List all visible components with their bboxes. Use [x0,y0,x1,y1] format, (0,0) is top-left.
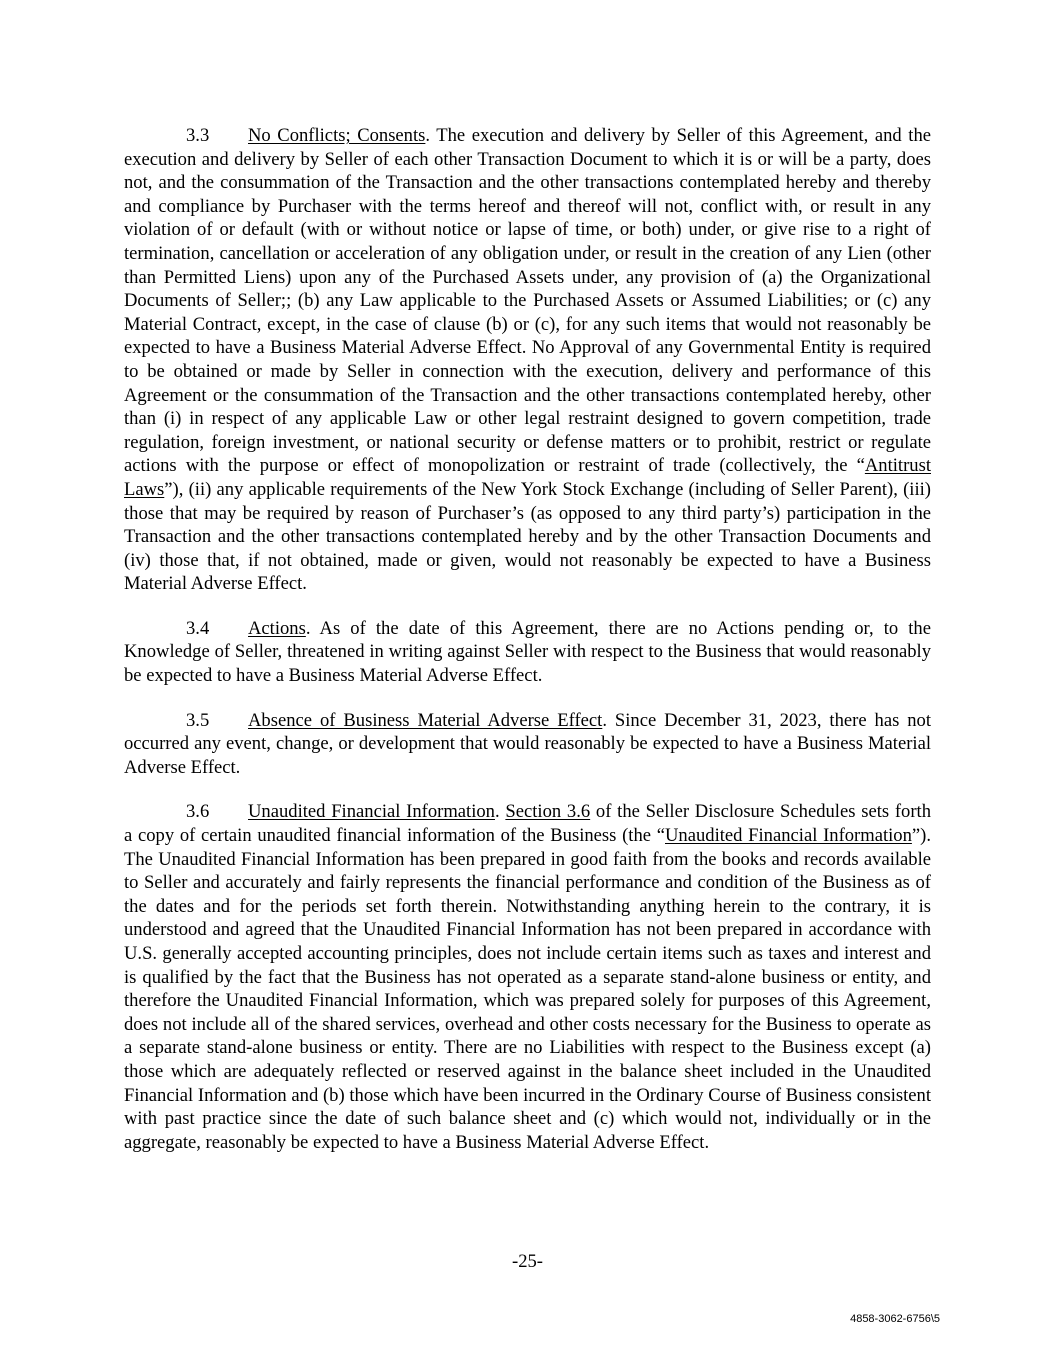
section-body: . As of the date of this Agreement, there are no Actions pending or, to the Knowledge of Seller, threatened in writing against Seller with respect to the Business that would reasonably be expected to have a Business Material Adverse Effect. [124,617,931,687]
heading-separator: . [494,801,506,823]
section-3-5 [124,709,931,780]
section-body: . Since December 31, 2023, there has not occurred any event, change, or development that would reasonably be expected to have a Business Material Adverse Effect. [124,709,932,778]
section-body-continued: ”), (ii) any applicable requirements of the New York Stock Exchange (including of Seller Parent), (iii) those that may be required by reason of Purchaser’s (as opposed to any third party’s) participation in the Transaction and the other transactions contemplated hereby and by the other Transaction Documents and (iv) those that, if not obtained, made or given, would not reasonably be expected to have a Business Material Adverse Effect. [124,478,931,595]
document-id: 4858-3062-6756\5 [850,1313,940,1325]
section-number: 3.3 [186,125,210,146]
section-reference: Section 3.6 [505,801,591,823]
page-number: -25- [512,1251,543,1272]
section-heading: Actions [248,617,306,639]
section-heading: Unaudited Financial Information [248,801,495,823]
section-body: of the Seller Disclosure Schedules sets forth a copy of certain unaudited financial information of the Business (the “ [124,801,931,847]
section-number: 3.6 [186,801,210,823]
section-3-6 [124,800,931,1154]
document-page [124,124,931,1154]
section-number: 3.5 [186,709,210,731]
section-heading: Absence of Business Material Adverse Effect [248,709,603,731]
section-body-continued: ”). The Unaudited Financial Information has been prepared in good faith from the books and records available to Seller and accurately and fairly represents the financial performance and condition of the Business as of the dates and for the periods set forth therein. Notwithstanding anything herein to the contrary, it is understood and agreed that the Unaudited Financial Information has not been prepared in accordance with U.S. generally accepted accounting principles, does not include certain items such as taxes and interest and is qualified by the fact that the Business has not operated as a separate stand-alone business or entity, and therefore the Unaudited Financial Information, which was prepared solely for purposes of this Agreement, does not include all of the shared services, overhead and other costs necessary for the Business to operate as a separate stand-alone business or entity. There are no Liabilities with respect to the Business except (a) those which are adequately reflected or reserved against in the balance sheet included in the Unaudited Financial Information and (b) those which have been incurred in the Ordinary Course of Business consistent with past practice since the date of such balance sheet and (c) which would not, individually or in the aggregate, reasonably be expected to have a Business Material Adverse Effect. [124,825,931,1153]
section-3-4 [124,617,931,688]
defined-term: Antitrust Laws [124,455,931,500]
section-heading: No Conflicts; Consents [248,125,426,146]
section-body: . The execution and delivery by Seller of this Agreement, and the execution and delivery by Seller of each other Transaction Document to which it is or will be a party, does not, and the consummation of the Transaction and the other transactions contemplated hereby and thereby and compliance by Purchaser with the terms hereof and thereof will not, conflict with, or result in any violation of or default (with or without notice or lapse of time, or both) under, or give rise to a right of termination, cancellation or acceleration of any obligation under, or result in the creation of any Lien (other than Permitted Liens) upon any of the Purchased Assets under, any provision of (a) the Organizational Documents of Seller;; (b) any Law applicable to the Purchased Assets or Assumed Liabilities; or (c) any Material Contract, except, in the case of clause (b) or (c), for any such items that would not reasonably be expected to have a Business Material Adverse Effect. No Approval of any Governmental Entity is required to be obtained or made by Seller in connection with the execution, delivery and performance of this Agreement or the consummation of the Transaction and the other transactions contemplated hereby, other than (i) in respect of any applicable Law or other legal restraint designed to govern competition, trade regulation, foreign investment, or national security or defense matters or to prohibit, restrict or regulate actions with the purpose or effect of monopolization or restraint of trade (collectively, the “ [124,125,932,477]
section-3-3 [124,124,931,596]
defined-term: Unaudited Financial Information [665,825,912,847]
section-number: 3.4 [186,617,210,639]
